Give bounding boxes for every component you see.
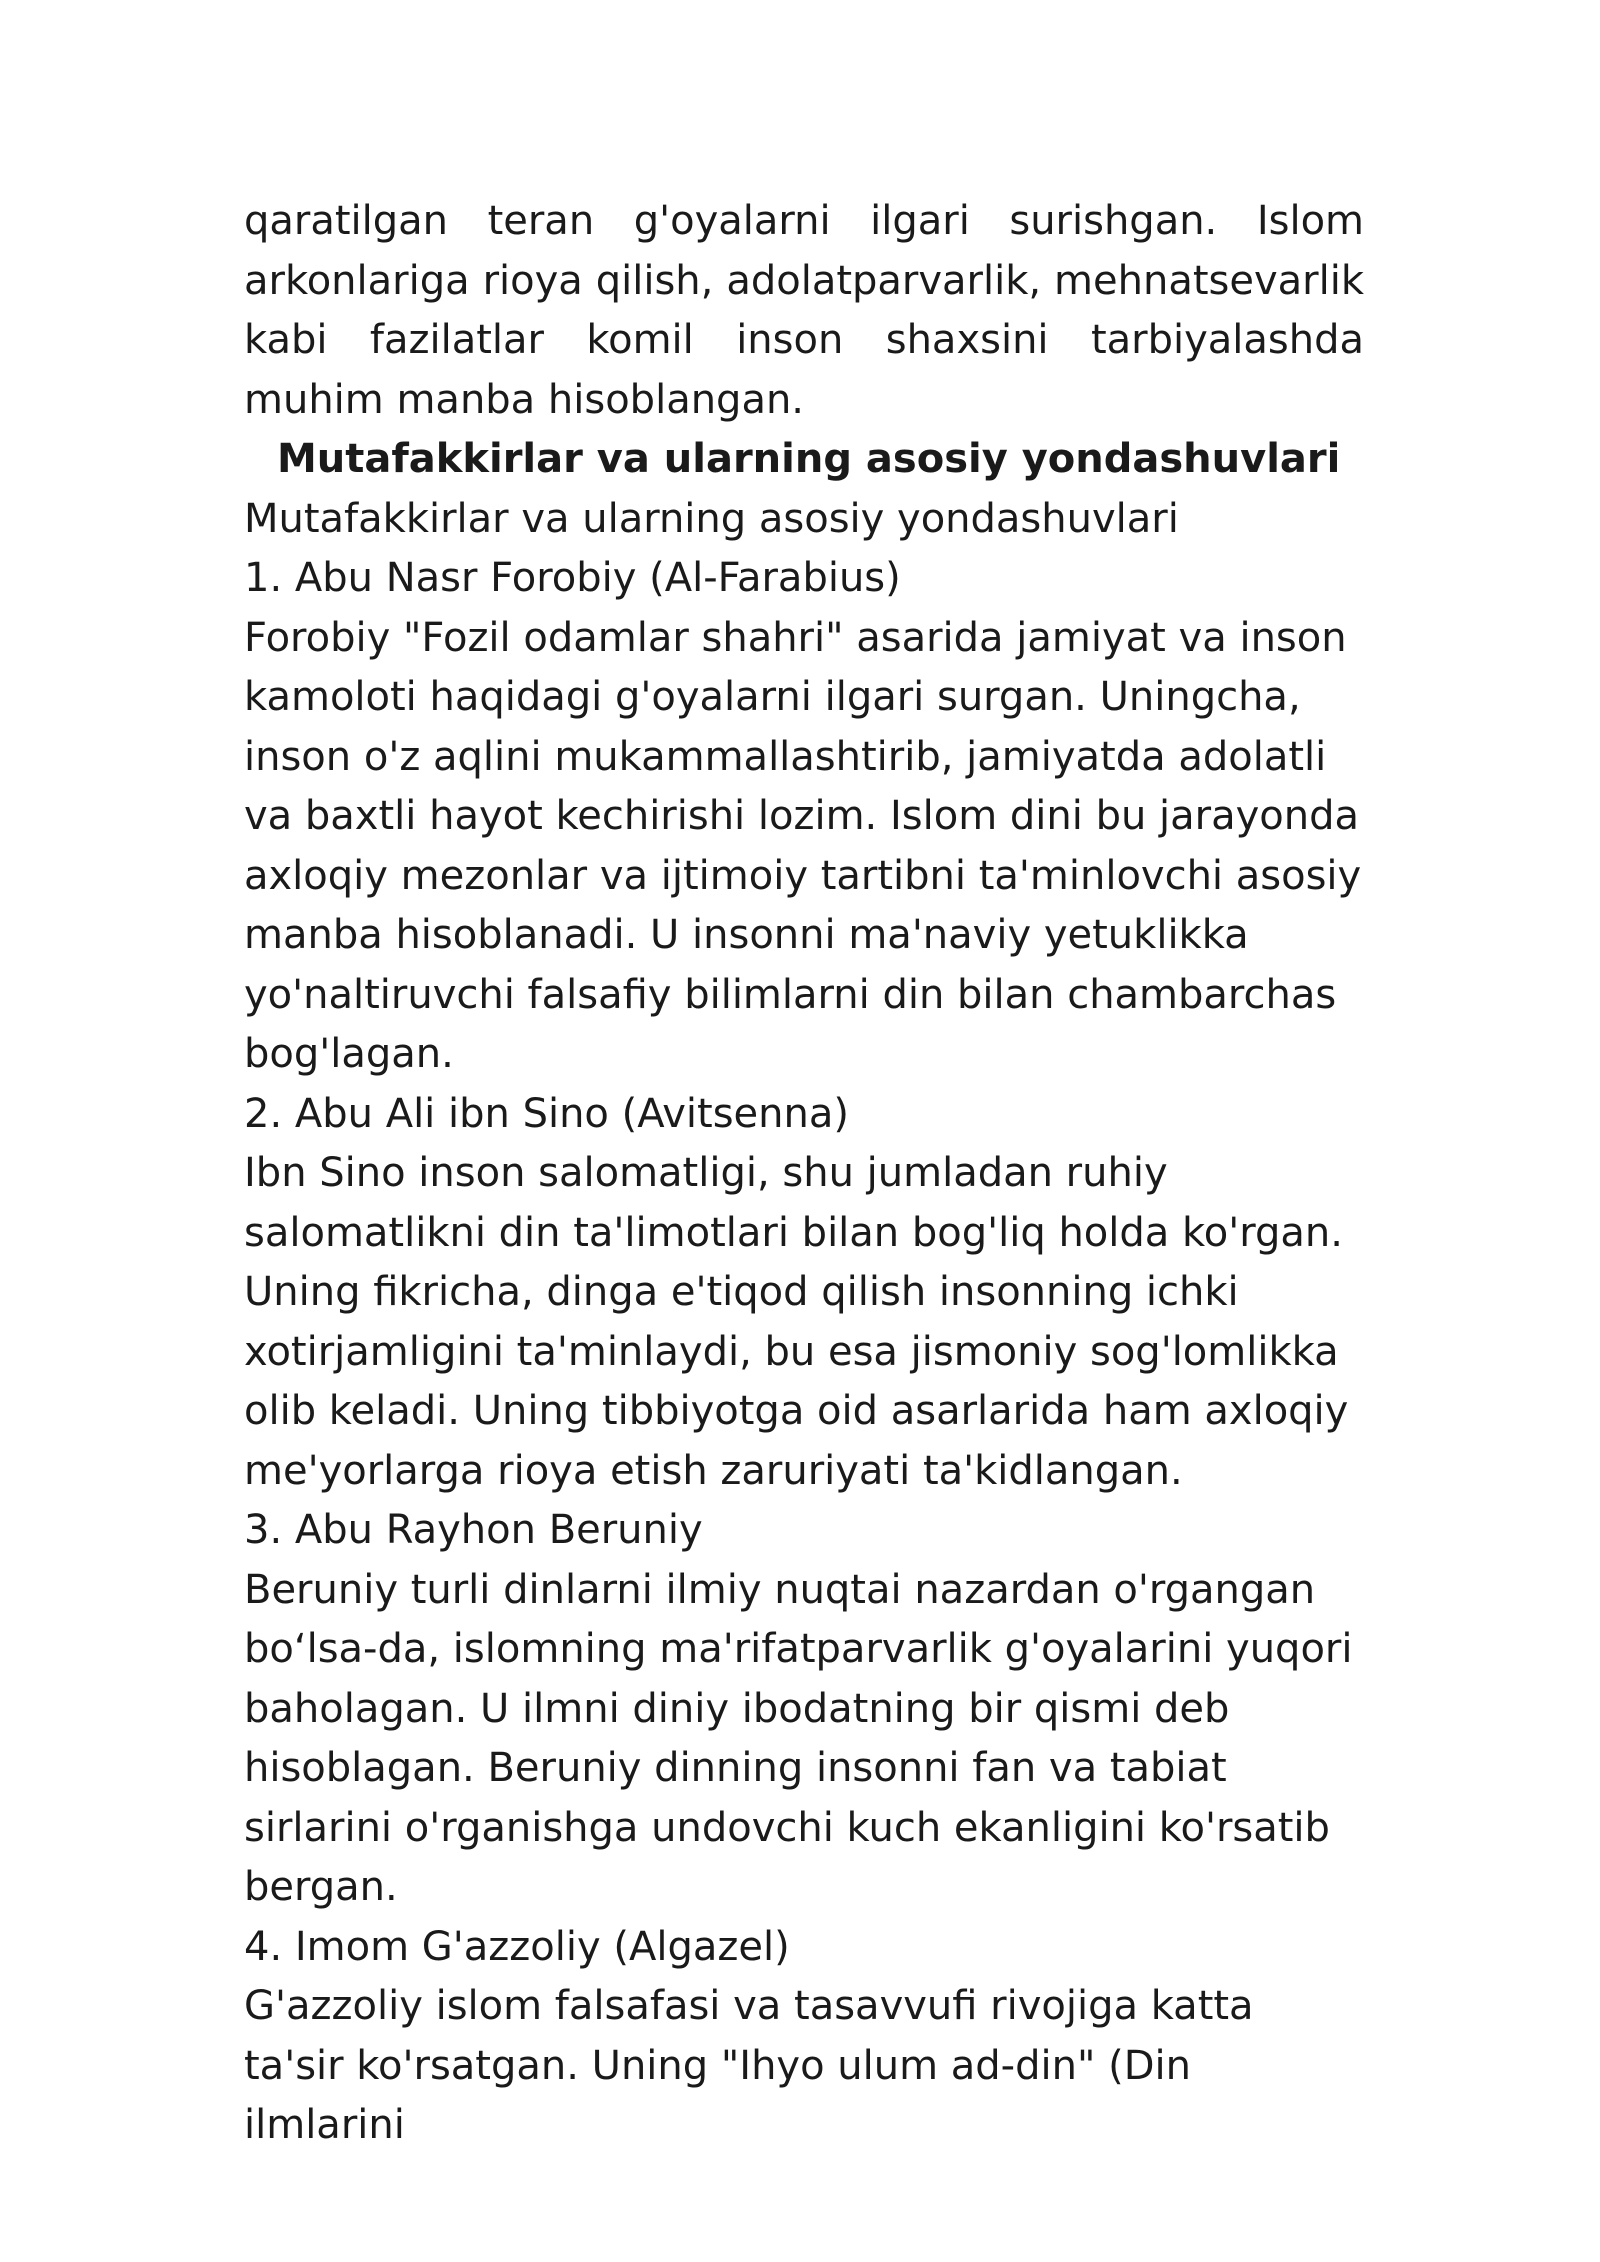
thinker-title-beruniy: 3. Abu Rayhon Beruniy: [244, 1507, 703, 1553]
document-body: [244, 192, 1364, 2156]
thinker-title-gazzoliy: 4. Imom G'azzoliy (Algazel): [244, 1923, 790, 1970]
thinker-text-gazzoliy: G'azzoliy islom falsafasi va tasavvufi rivojiga katta ta'sir ko'rsatgan. Uning "Ihyo ulum ad-din" (Din ilmlarini: [244, 1983, 1254, 2148]
thinker-text-ibn-sino: Ibn Sino inson salomatligi, shu jumladan ruhiy salomatlikni din ta'limotlari bilan bog'liq holda ko'rgan. Uning fikricha, dinga e'tiqod qilish insonning ichki xotirjamligini ta'minlaydi, bu esa jismoniy sog'lomlikka olib keladi. Uning tibbiyotga oid asarlarida ham axloqiy me'yorlarga rioya etish zaruriyati ta'kidlangan.: [244, 1150, 1349, 1494]
thinker-title-farabi: 1. Abu Nasr Forobiy (Al-Farabius): [244, 555, 901, 601]
thinker-title-ibn-sino: 2. Abu Ali ibn Sino (Avitsenna): [244, 1090, 849, 1137]
section-heading-plain: Mutafakkirlar va ularning asosiy yondashuvlari: [244, 495, 1179, 542]
section-heading-bold: Mutafakkirlar va ularning asosiy yondashuvlari: [277, 436, 1341, 482]
intro-paragraph: qaratilgan teran g'oyalarni ilgari surishgan. Islom arkonlariga rioya qilish, adolatparvarlik, mehnatsevarlik kabi fazilatlar komil inson shaxsini tarbiyalashda muhim manba hisoblangan.: [244, 198, 1364, 423]
thinker-text-beruniy: Beruniy turli dinlarni ilmiy nuqtai nazardan o'rgangan bo‘lsa-da, islomning ma'rifatparvarlik g'oyalarini yuqori baholagan. U ilmni diniy ibodatning bir qismi deb hisoblagan. Beruniy dinning insonni fan va tabiat sirlarini o'rganishga undovchi kuch ekanligini ko'rsatib bergan.: [244, 1566, 1353, 1910]
thinker-text-farabi: Forobiy "Fozil odamlar shahri" asarida jamiyat va inson kamoloti haqidagi g'oyalarni ilgari surgan. Uningcha, inson o'z aqlini mukammallashtirib, jamiyatda adolatli va baxtli hayot kechirishi lozim. Islom dini bu jarayonda axloqiy mezonlar va ijtimoiy tartibni ta'minlovchi asosiy manba hisoblanadi. U insonni ma'naviy yetuklikka yo'naltiruvchi falsafiy bilimlarni din bilan chambarchas bog'lagan.: [244, 614, 1362, 1077]
